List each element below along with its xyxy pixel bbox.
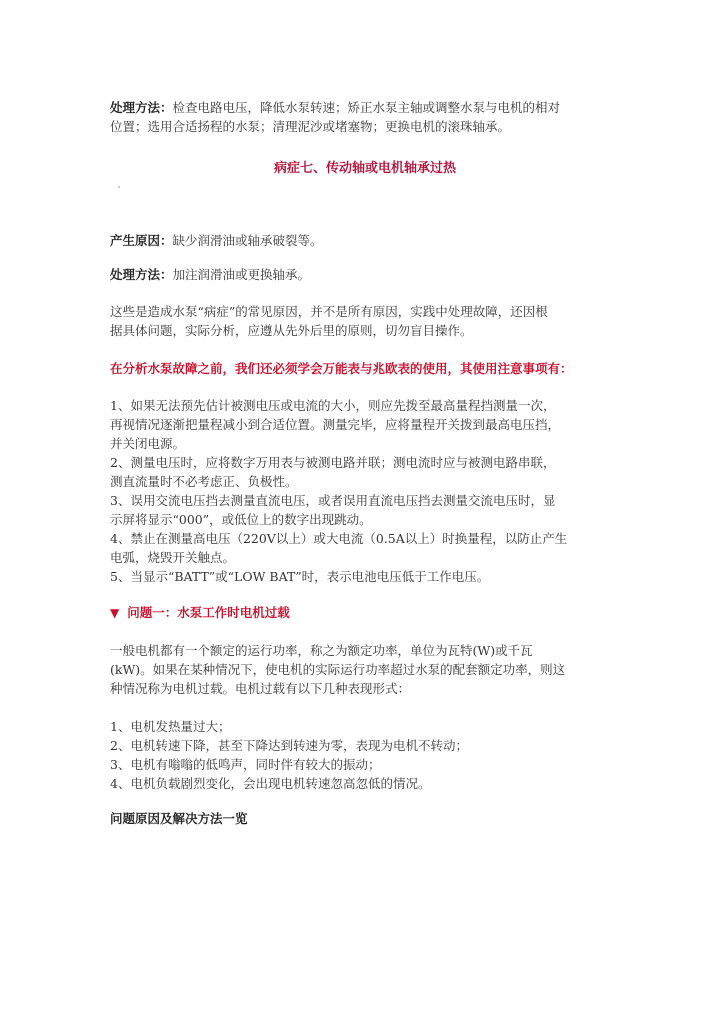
meter-note-line: 再视情况逐渐把量程减小到合适位置。测量完毕，应将量程开关拨到最高电压挡， [110, 417, 561, 432]
triangle-down-icon: ▼ [110, 606, 120, 620]
section-7-title: 病症七、传动轴或电机轴承过热 [273, 161, 456, 176]
fix-paragraph [110, 265, 620, 284]
meter-note-line: 4、禁止在测量高电压（220V以上）或大电流（0.5A以上）时换量程，以防止产生 [110, 531, 568, 546]
symptom-item: 3、电机有嗡嗡的低鸣声，同时伴有较大的振动； [110, 757, 381, 772]
symptom-item: 2、电机转速下降，甚至下降达到转速为零，表现为电机不转动； [110, 738, 468, 753]
problem-1-title: 问题一：水泵工作时电机过载 [127, 605, 290, 620]
problem-1-intro [110, 641, 620, 698]
fix-method-text-1: 检查电路电压，降低水泵转速；矫正水泵主轴或调整水泵与电机的相对 [172, 100, 561, 115]
problem-1-heading [110, 603, 630, 621]
symptom-item: 4、电机负载剧烈变化，会出现电机转速忽高忽低的情况。 [110, 776, 431, 791]
intro-line: 一般电机都有一个额定的运行功率，称之为额定功率，单位为瓦特(W)或千瓦 [110, 643, 533, 658]
summary-paragraph [110, 302, 620, 340]
fix-method-paragraph-top [110, 98, 620, 136]
symptom-item: 1、电机发热量过大； [110, 719, 231, 734]
intro-line: (kW)。如果在某种情况下，使电机的实际运行功率超过水泵的配套额定功率，则这 [110, 662, 566, 677]
fix-method-text-2: 位置；选用合适扬程的水泵；清理泥沙或堵塞物；更换电机的滚珠轴承。 [110, 119, 511, 134]
stray-dot [118, 186, 120, 188]
meter-heading: 在分析水泵故障之前，我们还必须学会万能表与兆欧表的使用，其使用注意事项有： [110, 361, 573, 376]
cause-text: 缺少润滑油或轴承破裂等。 [172, 233, 323, 248]
intro-line: 种情况称为电机过载。电机过载有以下几种表现形式： [110, 681, 411, 696]
meter-note-line: 并关闭电源。 [110, 436, 186, 451]
meter-note-line: 测直流量时不必考虑正、负极性。 [110, 474, 298, 489]
meter-note-line: 2、测量电压时，应将数字万用表与被测电路并联；测电流时应与被测电路串联， [110, 455, 556, 470]
fix-text: 加注润滑油或更换轴承。 [172, 267, 311, 282]
summary-line-2: 据具体问题，实际分析，应遵从先外后里的原则，切勿盲目操作。 [110, 323, 473, 338]
meter-note-line: 3、误用交流电压挡去测量直流电压，或者误用直流电压挡去测量交流电压时，显 [110, 493, 556, 508]
overview-heading: 问题原因及解决方法一览 [110, 811, 248, 826]
fix-method-label: 处理方法： [110, 100, 173, 115]
cause-paragraph [110, 231, 620, 250]
meter-note-line: 5、当显示“BATT”或“LOW BAT”时，表示电池电压低于工作电压。 [110, 569, 490, 584]
meter-notes-list [110, 396, 620, 586]
summary-line-1: 这些是造成水泵“病症”的常见原因，并不是所有原因，实践中处理故障，还因根 [110, 304, 548, 319]
cause-label: 产生原因： [110, 233, 173, 248]
meter-note-line: 1、如果无法预先估计被测电压或电流的大小，则应先拨至最高量程挡测量一次， [110, 398, 556, 413]
meter-note-line: 示屏将显示“000”，或低位上的数字出现跳动。 [110, 512, 372, 527]
meter-note-line: 电弧，烧毁开关触点。 [110, 550, 236, 565]
fix-label: 处理方法： [110, 267, 173, 282]
symptoms-list [110, 717, 620, 793]
